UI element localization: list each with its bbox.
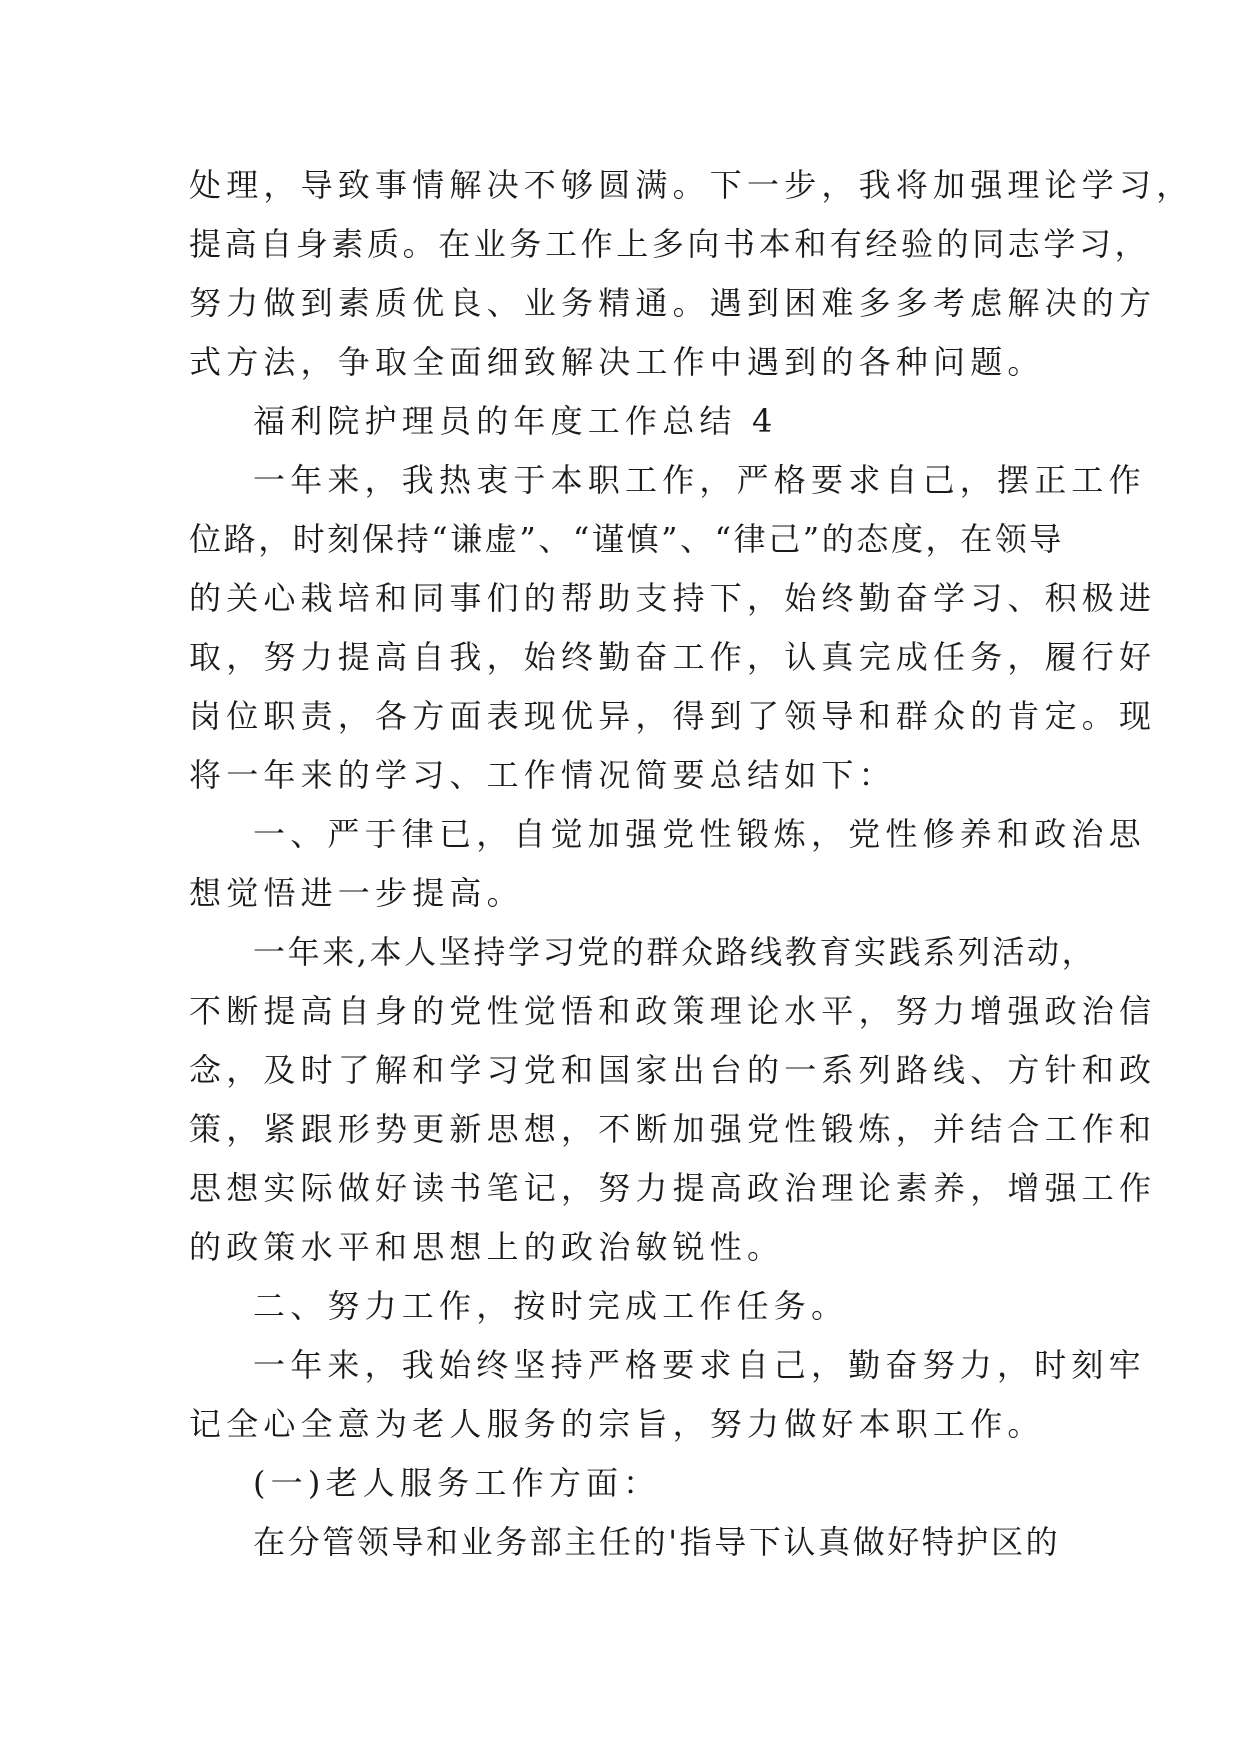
text-line: 的政策水平和思想上的政治敏锐性。 — [189, 1228, 785, 1266]
text-line: 一年来，我热衷于本职工作，严格要求自己，摆正工作 — [253, 461, 1146, 499]
text-line: 一年来,本人坚持学习党的群众路线教育实践系列活动， — [253, 933, 1097, 971]
text-line: 在分管领导和业务部主任的'指导下认真做好特护区的 — [253, 1523, 1061, 1561]
text-line: 努力做到素质优良、业务精通。遇到困难多多考虑解决的方 — [189, 284, 1157, 322]
text-line: 想觉悟进一步提高。 — [189, 874, 524, 912]
text-line: 念，及时了解和学习党和国家出台的一系列路线、方针和政 — [189, 1051, 1157, 1089]
text-line: 一年来，我始终坚持严格要求自己，勤奋努力，时刻牢 — [253, 1346, 1146, 1384]
subheading-line: 二、努力工作，按时完成工作任务。 — [253, 1287, 849, 1325]
text-line: 位路，时刻保持“谦虚”、“谨慎”、“律己”的态度，在领导 — [189, 520, 1064, 558]
text-line: 式方法，争取全面细致解决工作中遇到的各种问题。 — [189, 343, 1045, 381]
text-line: 提高自身素质。在业务工作上多向书本和有经验的同志学习， — [189, 225, 1151, 263]
text-line: 不断提高自身的党性觉悟和政策理论水平，努力增强政治信 — [189, 992, 1157, 1030]
text-line: 将一年来的学习、工作情况简要总结如下： — [189, 756, 896, 794]
text-line: 策，紧跟形势更新思想，不断加强党性锻炼，并结合工作和 — [189, 1110, 1157, 1148]
subheading-line: (一)老人服务工作方面： — [253, 1464, 661, 1502]
text-line: 取，努力提高自我，始终勤奋工作，认真完成任务，履行好 — [189, 638, 1157, 676]
text-line: 岗位职责，各方面表现优异，得到了领导和群众的肯定。现 — [189, 697, 1157, 735]
text-line: 思想实际做好读书笔记，努力提高政治理论素养，增强工作 — [189, 1169, 1157, 1207]
section-heading: 福利院护理员的年度工作总结 4 — [253, 402, 778, 440]
text-line: 记全心全意为老人服务的宗旨，努力做好本职工作。 — [189, 1405, 1045, 1443]
text-line: 处理，导致事情解决不够圆满。下一步，我将加强理论学习， — [189, 166, 1194, 204]
subheading-line: 一、严于律已，自觉加强党性锻炼，党性修养和政治思 — [253, 815, 1146, 853]
text-line: 的关心栽培和同事们的帮助支持下，始终勤奋学习、积极进 — [189, 579, 1157, 617]
